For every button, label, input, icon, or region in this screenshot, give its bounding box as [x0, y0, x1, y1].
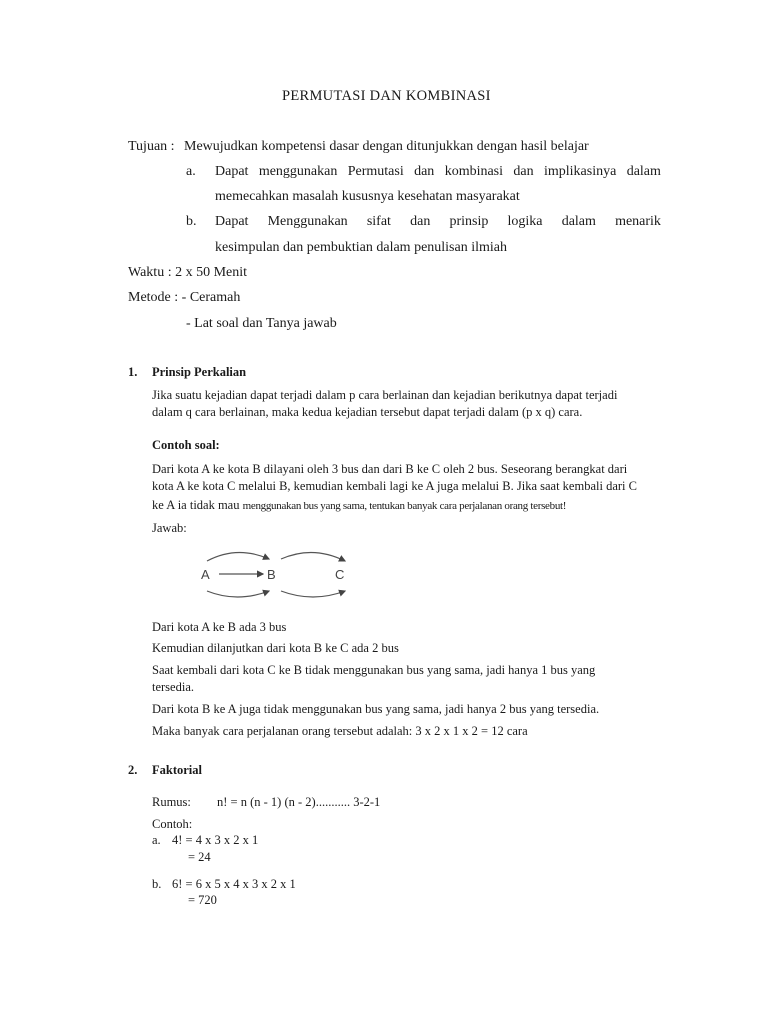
example-a-line1: 4! = 4 x 3 x 2 x 1 — [172, 833, 259, 847]
tujuan-label: Tujuan : — [128, 139, 175, 154]
soal-line3-end: menggunakan bus yang sama, tentukan banyak cara perjalanan orang tersebut! — [242, 500, 567, 512]
page-title: PERMUTASI DAN KOMBINASI — [282, 88, 491, 104]
answer-line-4: tersedia. — [152, 680, 194, 694]
word: menggunakan — [258, 164, 338, 179]
word: Menggunakan — [267, 214, 348, 229]
section2-number: 2. — [128, 763, 138, 777]
answer-line-6: Maka banyak cara perjalanan orang tersebut adalah: 3 x 2 x 1 x 2 = 12 cara — [152, 724, 528, 738]
answer-line-1: Dari kota A ke B ada 3 bus — [152, 620, 287, 634]
word: dalam — [626, 164, 661, 179]
example-a-line2: = 24 — [188, 850, 211, 864]
section1-para-line2: dalam q cara berlainan, maka kedua kejadian tersebut dapat terjadi dalam (p x q) cara. — [152, 405, 583, 419]
route-diagram — [195, 543, 355, 603]
rumus-label: Rumus: — [152, 795, 191, 809]
answer-line-2: Kemudian dilanjutkan dari kota B ke C ada 2 bus — [152, 641, 399, 655]
city-c-label: C — [335, 567, 345, 582]
tujuan-b-line2: kesimpulan dan pembuktian dalam penulisan ilmiah — [215, 240, 507, 255]
tujuan-b-marker: b. — [186, 214, 197, 229]
soal-line2: kota A ke kota C melalui B, kemudian kembali lagi ke A juga melalui B. Jika saat kembali dari C — [152, 479, 637, 493]
answer-line-3: Saat kembali dari kota C ke B tidak menggunakan bus yang sama, jadi hanya 1 bus yang — [152, 663, 596, 677]
tujuan-a-marker: a. — [186, 164, 196, 179]
tujuan-b-line1 — [215, 214, 661, 230]
word: implikasinya — [544, 164, 617, 179]
word: dan — [414, 164, 435, 179]
soal-line3-start: ke A ia tidak mau — [152, 498, 243, 512]
city-a-label: A — [201, 567, 210, 582]
section2-heading: Faktorial — [152, 763, 202, 777]
contoh-label: Contoh: — [152, 817, 193, 831]
section1-heading: Prinsip Perkalian — [152, 365, 247, 379]
word: Dapat — [215, 164, 249, 179]
answer-line-5: Dari kota B ke A juga tidak menggunakan bus yang sama, jadi hanya 2 bus yang tersedia. — [152, 702, 600, 716]
word: Permutasi — [347, 164, 404, 179]
bus-ab-arrow-3 — [207, 591, 269, 597]
word: prinsip — [449, 214, 489, 229]
word: kombinasi — [444, 164, 504, 179]
rumus-formula: n! = n (n - 1) (n - 2)........... 3-2-1 — [217, 795, 381, 809]
jawab-label: Jawab: — [152, 521, 187, 535]
word: dan — [513, 164, 534, 179]
metode-line1: Metode : - Ceramah — [128, 290, 241, 305]
bus-ab-arrow-1 — [207, 552, 269, 561]
tujuan-a-line2: memecahkan masalah kususnya kesehatan masyarakat — [215, 189, 520, 204]
waktu: Waktu : 2 x 50 Menit — [128, 265, 248, 280]
bus-bc-arrow-2 — [281, 591, 345, 597]
word: Dapat — [215, 214, 249, 229]
word: dalam — [561, 214, 596, 229]
tujuan-a-line1 — [215, 164, 661, 180]
soal-line3 — [152, 496, 566, 514]
example-a-marker: a. — [152, 833, 161, 847]
word: menarik — [615, 214, 661, 229]
soal-line1: Dari kota A ke kota B dilayani oleh 3 bus dan dari B ke C oleh 2 bus. Seseorang berangkat dari — [152, 462, 628, 476]
word: sifat — [366, 214, 391, 229]
example-b-line2: = 720 — [188, 893, 217, 907]
bus-bc-arrow-1 — [281, 552, 345, 561]
tujuan-text: Mewujudkan kompetensi dasar dengan ditunjukkan dengan hasil belajar — [184, 139, 589, 154]
city-b-label: B — [267, 567, 276, 582]
example-b-marker: b. — [152, 877, 162, 891]
word: logika — [507, 214, 543, 229]
contoh-soal-heading: Contoh soal: — [152, 438, 220, 452]
example-b-line1: 6! = 6 x 5 x 4 x 3 x 2 x 1 — [172, 877, 296, 891]
section1-number: 1. — [128, 365, 138, 379]
metode-line2: - Lat soal dan Tanya jawab — [186, 316, 337, 331]
section1-para-line1: Jika suatu kejadian dapat terjadi dalam p cara berlainan dan kejadian berikutnya dapat terjadi — [152, 388, 618, 402]
word: dan — [410, 214, 431, 229]
